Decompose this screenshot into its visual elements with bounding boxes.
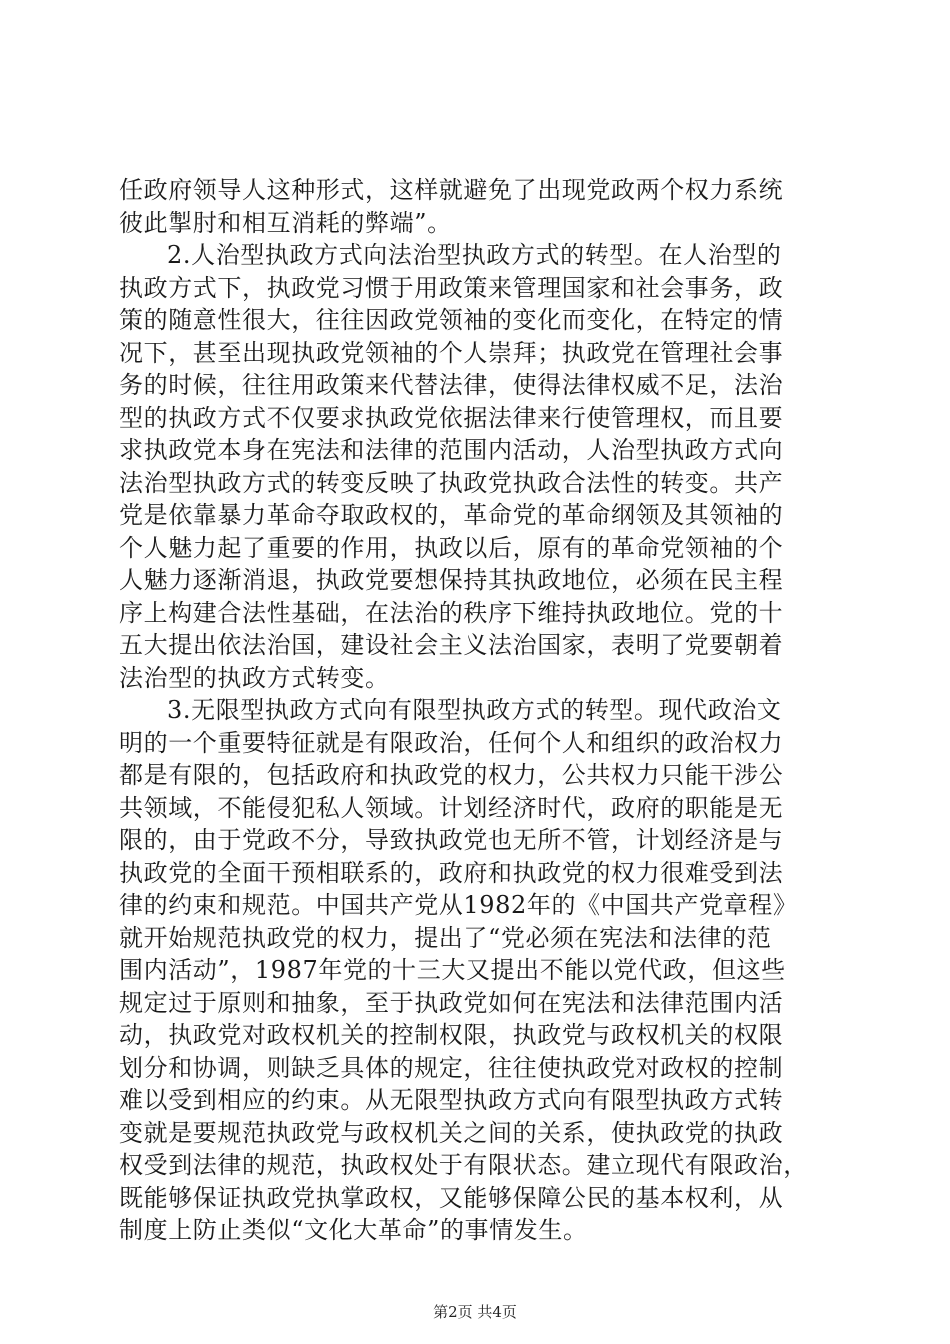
text-line: 执政方式下，执政党习惯于用政策来管理国家和社会事务，政	[119, 273, 784, 302]
text-line: 划分和协调，则缺乏具体的规定，往往使执政党对政权的控制	[119, 1053, 784, 1082]
text-line: 求执政党本身在宪法和法律的范围内活动，人治型执政方式向	[119, 436, 784, 464]
text-line: 任政府领导人这种形式，这样就避免了出现党政两个权力系统	[119, 176, 784, 204]
text-line: 人魅力逐渐消退，执政党要想保持其执政地位，必须在民主程	[119, 566, 784, 594]
text-line: 都是有限的，包括政府和执政党的权力，公共权力只能干涉公	[119, 761, 784, 789]
text-line: 执政党的全面干预相联系的，政府和执政党的权力很难受到法	[119, 858, 784, 887]
text-line: 难以受到相应的约束。从无限型执政方式向有限型执政方式转	[119, 1086, 784, 1114]
text-line: 动，执政党对政权机关的控制权限，执政党与政权机关的权限	[119, 1021, 784, 1049]
text-line: 律的约束和规范。中国共产党从1982年的《中国共产党章程》	[119, 891, 798, 919]
document-body	[119, 174, 833, 1247]
text-line: 围内活动”，1987年党的十三大又提出不能以党代政，但这些	[119, 956, 786, 984]
text-line: 况下，甚至出现执政党领袖的个人崇拜；执政党在管理社会事	[119, 338, 784, 367]
text-line: 序上构建合法性基础，在法治的秩序下维持执政地位。党的十	[119, 598, 784, 627]
text-line: 制度上防止类似“文化大革命”的事情发生。	[119, 1216, 588, 1244]
text-line: 就开始规范执政党的权力，提出了“党必须在宪法和法律的范	[119, 923, 772, 952]
text-line: 彼此掣肘和相互消耗的弊端”。	[119, 208, 452, 237]
text-line: 法治型执政方式的转变反映了执政党执政合法性的转变。共产	[119, 468, 784, 497]
text-line: 务的时候，往往用政策来代替法律，使得法律权威不足，法治	[119, 371, 784, 399]
page-footer: 第2页 共4页	[433, 1303, 517, 1321]
text-line: 既能够保证执政党执掌政权，又能够保障公民的基本权利，从	[119, 1183, 784, 1212]
text-line: 2.人治型执政方式向法治型执政方式的转型。在人治型的	[167, 241, 782, 269]
text-line: 明的一个重要特征就是有限政治，任何个人和组织的政治权力	[119, 728, 784, 757]
text-line: 规定过于原则和抽象，至于执政党如何在宪法和法律范围内活	[119, 988, 784, 1017]
text-line: 共领域，不能侵犯私人领域。计划经济时代，政府的职能是无	[119, 793, 784, 822]
text-line: 限的，由于党政不分，导致执政党也无所不管，计划经济是与	[119, 826, 784, 854]
text-line: 法治型的执政方式转变。	[119, 663, 390, 692]
text-line: 个人魅力起了重要的作用，执政以后，原有的革命党领袖的个	[119, 533, 784, 562]
text-line: 变就是要规范执政党与政权机关之间的关系，使执政党的执政	[119, 1118, 784, 1147]
text-line: 型的执政方式不仅要求执政党依据法律来行使管理权，而且要	[119, 403, 784, 432]
text-line: 策的随意性很大，往往因政党领袖的变化而变化，在特定的情	[119, 306, 784, 334]
text-line: 权受到法律的规范，执政权处于有限状态。建立现代有限政治，	[119, 1151, 808, 1179]
text-line: 五大提出依法治国，建设社会主义法治国家，表明了党要朝着	[119, 631, 784, 659]
text-line: 党是依靠暴力革命夺取政权的，革命党的革命纲领及其领袖的	[119, 501, 784, 529]
text-line: 3.无限型执政方式向有限型执政方式的转型。现代政治文	[167, 696, 782, 724]
